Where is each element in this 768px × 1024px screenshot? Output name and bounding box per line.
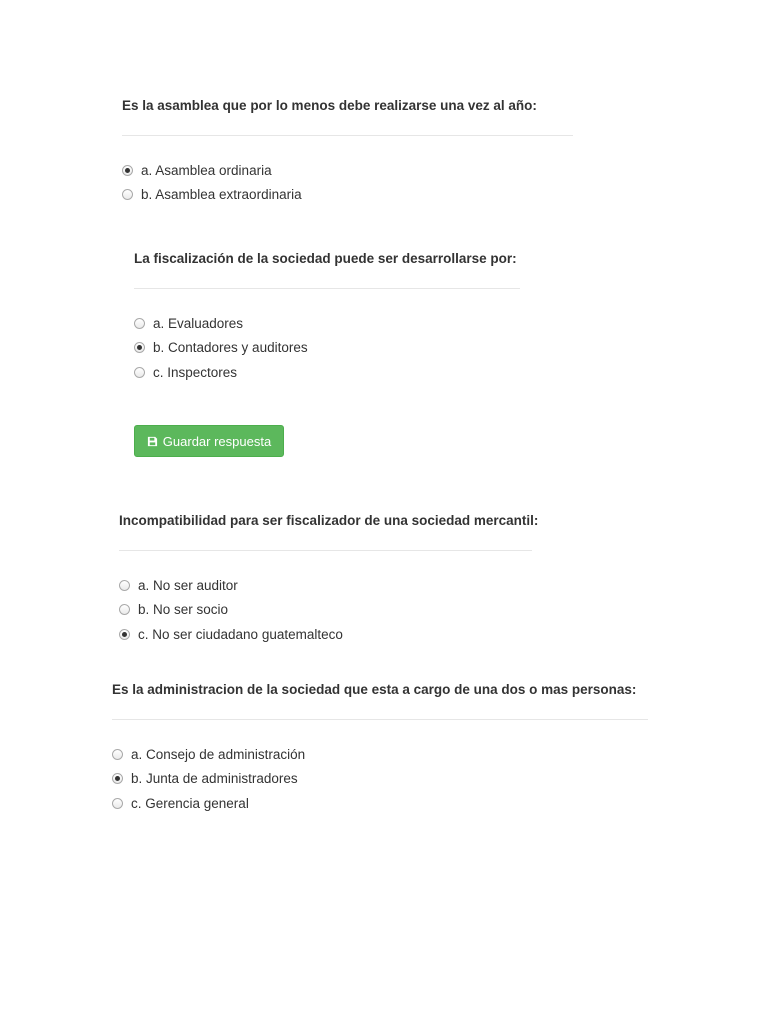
radio-button[interactable] <box>112 749 123 760</box>
question-divider <box>112 719 648 720</box>
option-b[interactable] <box>119 598 538 623</box>
radio-button[interactable] <box>122 165 133 176</box>
question-2 <box>134 251 520 385</box>
options-list <box>119 573 538 647</box>
option-label: c. No ser ciudadano guatemalteco <box>138 626 343 642</box>
radio-button[interactable] <box>134 342 145 353</box>
option-label: a. Evaluadores <box>153 315 244 331</box>
option-label: a. Asamblea ordinaria <box>141 162 272 178</box>
radio-button[interactable] <box>134 367 145 378</box>
radio-button[interactable] <box>119 604 130 615</box>
option-label: b. Junta de administradores <box>131 771 298 787</box>
option-c[interactable] <box>134 360 520 385</box>
radio-button[interactable] <box>112 773 123 784</box>
floppy-disk-icon <box>147 436 158 447</box>
question-divider <box>122 135 573 136</box>
option-a[interactable] <box>119 573 538 598</box>
option-label: b. Asamblea extraordinaria <box>141 187 302 203</box>
option-c[interactable] <box>112 791 648 816</box>
question-divider <box>134 288 520 289</box>
option-label: b. Contadores y auditores <box>153 340 308 356</box>
option-label: c. Gerencia general <box>131 795 249 811</box>
option-c[interactable] <box>119 622 538 647</box>
option-a[interactable] <box>122 158 573 183</box>
radio-button[interactable] <box>112 798 123 809</box>
option-a[interactable] <box>134 311 520 336</box>
option-b[interactable] <box>122 183 573 208</box>
question-divider <box>119 550 532 551</box>
radio-button[interactable] <box>134 318 145 329</box>
option-label: a. Consejo de administración <box>131 746 306 762</box>
question-title: Es la asamblea que por lo menos debe realizarse una vez al año: <box>122 98 537 113</box>
question-3 <box>119 513 538 647</box>
options-list <box>122 158 573 207</box>
option-label: c. Inspectores <box>153 364 238 380</box>
question-title: La fiscalización de la sociedad puede ser desarrollarse por: <box>134 251 517 266</box>
option-label: b. No ser socio <box>138 602 229 618</box>
option-label: a. No ser auditor <box>138 577 238 593</box>
option-b[interactable] <box>134 336 520 361</box>
option-b[interactable] <box>112 767 648 792</box>
question-1 <box>122 98 573 207</box>
radio-button[interactable] <box>119 580 130 591</box>
question-title: Incompatibilidad para ser fiscalizador de una sociedad mercantil: <box>119 513 539 528</box>
options-list <box>134 311 520 385</box>
question-4 <box>112 682 648 816</box>
radio-button[interactable] <box>119 629 130 640</box>
options-list <box>112 742 648 816</box>
save-answer-button[interactable] <box>134 425 284 457</box>
question-title: Es la administracion de la sociedad que esta a cargo de una dos o mas personas: <box>112 682 637 697</box>
save-button-label: Guardar respuesta <box>162 433 272 449</box>
option-a[interactable] <box>112 742 648 767</box>
radio-button[interactable] <box>122 189 133 200</box>
